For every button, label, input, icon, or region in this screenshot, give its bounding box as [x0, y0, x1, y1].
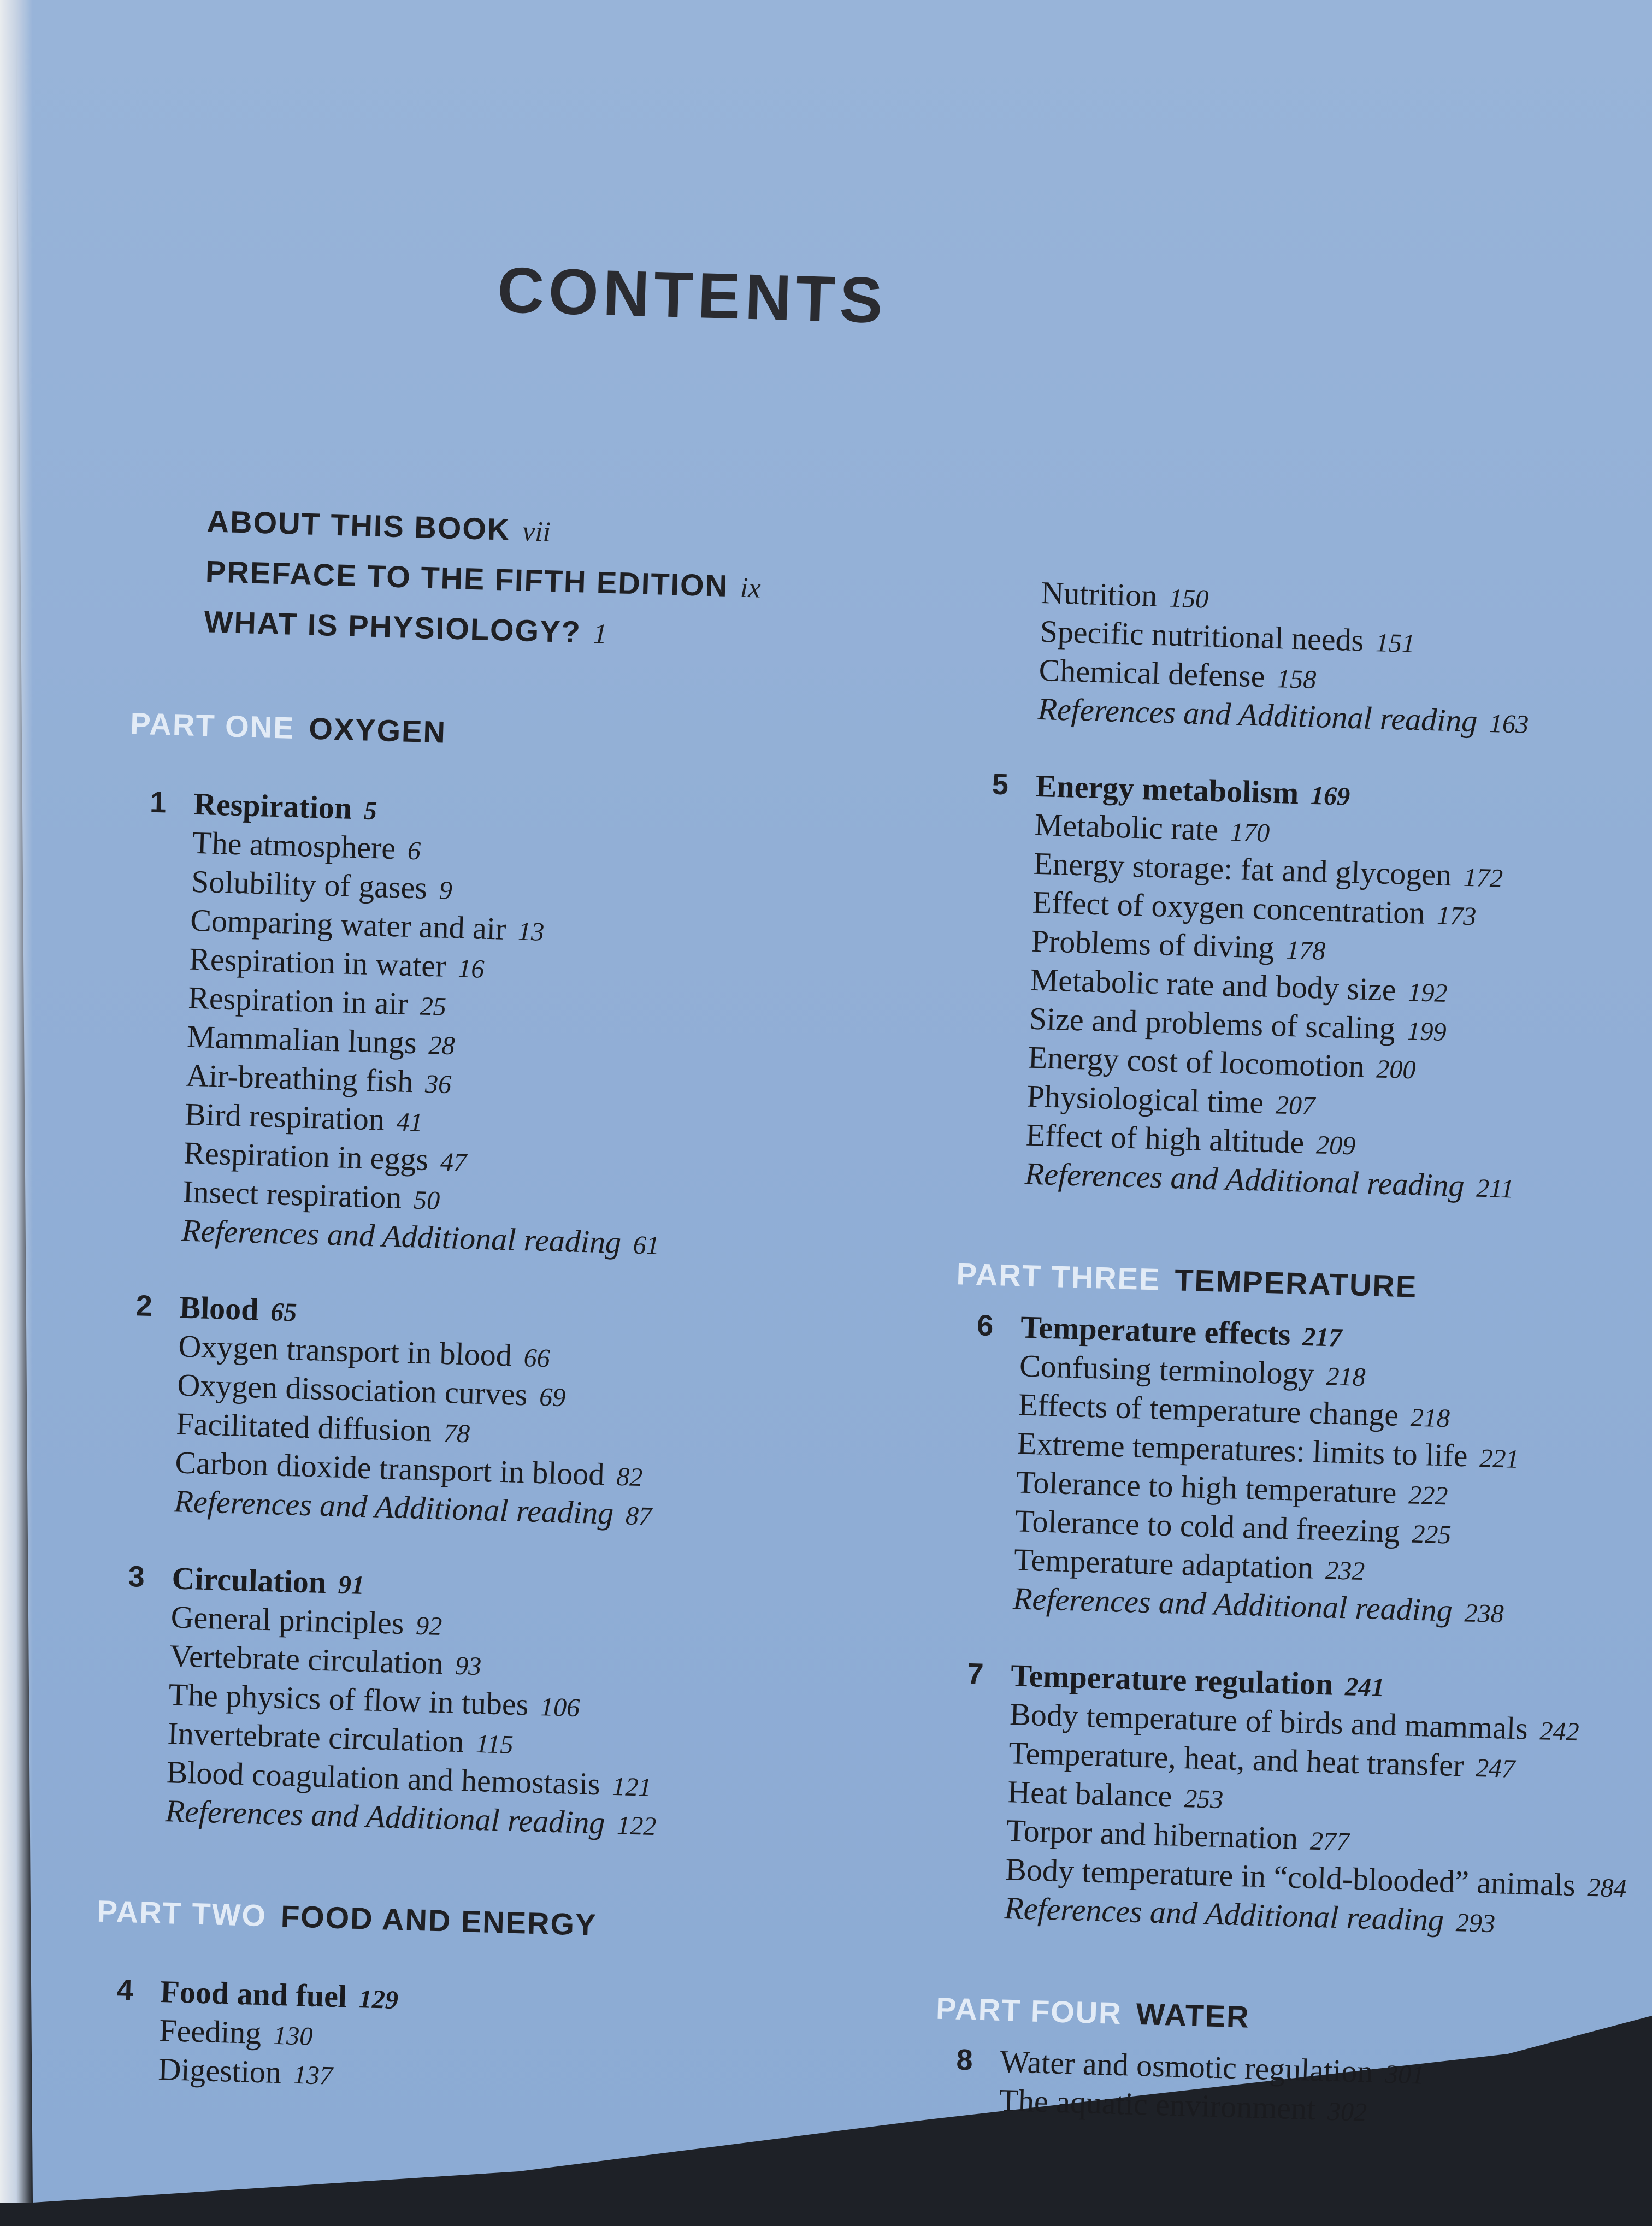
- left-column: [92, 702, 841, 2107]
- section-entry: Heat balance 253: [1007, 1774, 1224, 1815]
- section-entry: Carbon dioxide transport in blood 82: [174, 1444, 644, 1492]
- references-entry: References and Additional reading 61: [181, 1212, 660, 1260]
- section-entry: Effect of oxygen concentration 173: [1031, 884, 1477, 931]
- part-label: PART FOUR: [935, 1991, 1123, 2031]
- chapter-title: Energy metabolism 169: [1035, 767, 1350, 811]
- chapter-title: Temperature effects 217: [1020, 1309, 1342, 1353]
- front-matter: [203, 496, 763, 662]
- section-entry: Respiration in eggs 47: [183, 1135, 467, 1178]
- section-entry: Body temperature of birds and mammals 242: [1009, 1696, 1580, 1747]
- section-entry: Tolerance to high temperature 222: [1016, 1464, 1449, 1511]
- section-entry: Metabolic rate 170: [1034, 806, 1270, 848]
- section-entry: Digestion 137: [157, 2051, 333, 2091]
- references-entry: References and Additional reading 238: [1012, 1580, 1504, 1629]
- section-entry: Metabolic rate and body size 192: [1030, 961, 1448, 1008]
- section-entry: Vertebrate circulation 93: [169, 1638, 482, 1681]
- section-entry: Torpor and hibernation 277: [1006, 1812, 1350, 1857]
- section-entry: Physiological time 207: [1026, 1078, 1315, 1121]
- part-name: OXYGEN: [308, 711, 447, 749]
- chapter-title: Temperature regulation 241: [1010, 1657, 1385, 1703]
- page-number: 1: [592, 618, 608, 650]
- section-entry: Blood coagulation and hemostasis 121: [166, 1754, 652, 1802]
- chapter-title: Circulation 91: [171, 1560, 365, 1601]
- chapter-4-continued: [972, 572, 1652, 747]
- section-entry: Chemical defense 158: [1038, 652, 1317, 695]
- section-entry: Solubility of gases 9: [191, 863, 453, 906]
- section-entry: Mammalian lungs 28: [186, 1018, 456, 1061]
- chapter-title: Respiration 5: [193, 786, 377, 826]
- chapter-4: [92, 1971, 805, 2107]
- section-entry: General principles 92: [170, 1599, 442, 1642]
- part-label: PART ONE: [129, 706, 296, 745]
- chapter-number: 2: [135, 1289, 153, 1323]
- section-entry: The physics of flow in tubes 106: [168, 1676, 580, 1723]
- page-title: CONTENTS: [496, 254, 888, 337]
- front-matter-label: ABOUT THIS BOOK: [206, 504, 511, 547]
- section-entry: Respiration in air 25: [187, 979, 447, 1022]
- section-entry: Feeding 130: [158, 2012, 313, 2051]
- chapter-number: 3: [127, 1560, 145, 1593]
- section-entry: The aquatic environment 302: [998, 2082, 1367, 2127]
- references-entry: References and Additional reading 211: [1024, 1155, 1514, 1204]
- chapter-number: 1: [149, 786, 167, 819]
- chapter-number: 4: [116, 1973, 134, 2007]
- chapter-title: Food and fuel 129: [160, 1973, 399, 2015]
- section-entry: Respiration in water 16: [188, 941, 485, 984]
- right-column: [933, 572, 1652, 2139]
- section-entry: Invertebrate circulation 115: [167, 1715, 514, 1759]
- section-entry: Effects of temperature change 218: [1018, 1386, 1450, 1433]
- part-name: WATER: [1135, 1996, 1250, 2034]
- front-matter-label: PREFACE TO THE FIFTH EDITION: [205, 554, 729, 603]
- chapter-number: 7: [966, 1657, 984, 1691]
- part-name: FOOD AND ENERGY: [280, 1899, 598, 1942]
- chapter-title: Blood 65: [179, 1289, 298, 1327]
- chapter-2: [108, 1287, 824, 1539]
- section-entry: Comparing water and air 13: [190, 902, 545, 947]
- section-entry: Energy storage: fat and glycogen 172: [1032, 845, 1503, 893]
- section-entry: Size and problems of scaling 199: [1029, 1000, 1447, 1047]
- page-number: vii: [522, 516, 551, 548]
- section-entry: Problems of diving 178: [1030, 923, 1326, 966]
- section-entry: Nutrition 150: [1040, 574, 1209, 614]
- references-entry: References and Additional reading 163: [1037, 690, 1529, 739]
- page-number: ix: [740, 572, 762, 604]
- references-entry: References and Additional reading 87: [173, 1483, 652, 1531]
- section-entry: Extreme temperatures: limits to life 221: [1017, 1425, 1520, 1474]
- chapter-1: [116, 783, 839, 1268]
- section-entry: Confusing terminology 218: [1019, 1348, 1366, 1392]
- chapter-number: 8: [955, 2043, 974, 2077]
- references-entry: References and Additional reading 293: [1004, 1890, 1496, 1939]
- section-entry: Facilitated diffusion 78: [175, 1406, 470, 1449]
- references-entry: References and Additional reading 122: [164, 1793, 657, 1841]
- section-entry: The atmosphere 6: [192, 824, 421, 866]
- section-entry: Insect respiration 50: [182, 1173, 440, 1215]
- part-label: PART THREE: [955, 1256, 1161, 1297]
- part-label: PART TWO: [96, 1893, 267, 1933]
- front-matter-label: WHAT IS PHYSIOLOGY?: [203, 604, 582, 650]
- section-entry: Air-breathing fish 36: [185, 1057, 452, 1100]
- page-number: 5: [363, 796, 377, 826]
- chapter-number: 6: [976, 1309, 994, 1343]
- section-entry: Temperature, heat, and heat transfer 247: [1008, 1735, 1515, 1784]
- chapter-6: [947, 1307, 1652, 1637]
- chapter-3: [99, 1558, 817, 1849]
- section-entry: Effect of high altitude 209: [1025, 1117, 1356, 1161]
- chapter-title: Water and osmotic regulation 301: [999, 2043, 1425, 2090]
- part-name: TEMPERATURE: [1174, 1262, 1418, 1304]
- section-entry: Bird respiration 41: [184, 1096, 423, 1137]
- chapter-number: 5: [992, 767, 1009, 801]
- section-entry: Body temperature in “cold-blooded” animals 284: [1005, 1851, 1627, 1903]
- section-entry: Temperature adaptation 232: [1013, 1542, 1365, 1586]
- section-entry: Specific nutritional needs 151: [1039, 613, 1415, 659]
- chapter-5: [959, 765, 1652, 1212]
- section-entry: Energy cost of locomotion 200: [1028, 1039, 1417, 1085]
- section-entry: Oxygen transport in blood 66: [178, 1328, 551, 1373]
- section-entry: Tolerance to cold and freezing 225: [1014, 1503, 1452, 1550]
- section-entry: Oxygen dissociation curves 69: [176, 1367, 567, 1413]
- chapter-7: [938, 1655, 1652, 1946]
